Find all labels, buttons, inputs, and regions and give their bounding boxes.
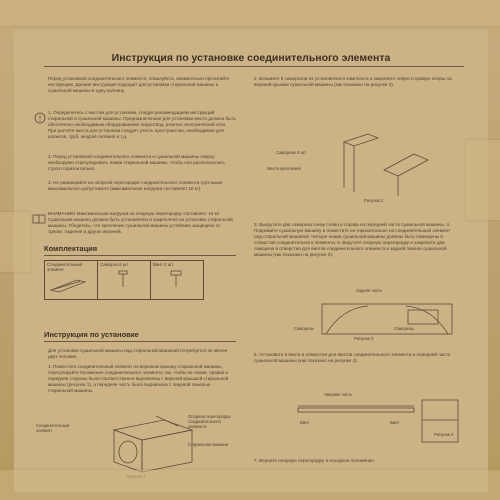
page-title: Инструкция по установке соединительного элемента [111, 52, 391, 64]
warning-3: 3. Не размещайте на опорной перегородке соединительного элемента груз выше максимального допустимого (максимальная нагрузка составляет 10 кг). [48, 180, 223, 192]
fig2-label-screws: Саморезы 6 шт. [276, 150, 307, 155]
fig2-caption: Рисунок 2 [364, 198, 384, 203]
warning-icon [34, 112, 46, 124]
fig4-caption: Рисунок 4 [434, 432, 454, 437]
step-2: 2. Возьмите 6 саморезов из установочного комплекта и закрепите левую и правую опоры на верхней крышке сушильной машины (как показано на рисунке 2). [254, 76, 452, 88]
warning-1: 1. Определитесь с местом для установки, следуя рекомендациям инструкций стиральной и сушильной машины. Предназначенное для установки место должно быть обеспечено необходимым оборудованием: водоотвод, розетка электрической сети. При расчёте места для установки следует учесть пространство, необходимое для шлангов, труб, шнуров питания и т.д. [48, 110, 236, 140]
figure-4-drawing [294, 398, 464, 448]
fig2-label-mount: Место крепления [267, 166, 301, 171]
kit-header: Комплектация [44, 244, 98, 253]
figure-3-drawing [312, 296, 462, 346]
attention-text: ВНИМАНИЕ! Максимальная нагрузка на опорную перегородку составляет 10 кг! Сушильная машина должна быть установлена и закреплена на установке стиральной машины. Убедитесь, что крепление сушильной машины устойчиво защищено от тряски, падения и других явлений. [48, 211, 233, 235]
step-3: 3. Выкрутите два самореза снизу слева и справа на передней части сушильной машины. 4. Поднимите сушильную машину и поместите ее горизонтально на соединительный элемент над стиральной машиной. Четыре ножки сушильной машины должны быть помещены в отверстия соединительного элемента. 5. Вкрутите опорную перегородку и закрепите два самореза в отверстия для винтов соединительного элемента и задней панели сушильной машины (как показано на рисунке 3). [254, 222, 451, 258]
kit-item-bolts: Винт 2 шт. [151, 261, 204, 300]
fig1-label-partition: Опорная перегородка соединительного элемента [188, 414, 231, 429]
instruction-sheet [14, 30, 488, 492]
warning-2: 2. Перед установкой соединительного элемента и сушильной машины сверху необходимо отрегулировать ножки стиральной машины, чтобы она располагалась строго горизонтально. [48, 154, 225, 172]
install-text: Для установки сушильной машины над стиральной машиной потребуется не менее двух человек. [48, 348, 228, 360]
kit-divider [44, 255, 236, 256]
fig1-label-washer: Стиральная машина [188, 442, 229, 447]
fig3-label-left: Саморезы [294, 326, 315, 331]
fig1-label-connector: Соединительный элемент [36, 423, 70, 433]
book-icon [32, 214, 46, 224]
kit-table [44, 260, 204, 300]
tape-bottom [0, 470, 500, 500]
fig4-label-front: Лицевая часть [324, 392, 353, 397]
kit-item-connector: Соединительный элемент [45, 261, 98, 300]
tape-top [0, 0, 500, 26]
fig3-label-right: Саморезы [394, 326, 415, 331]
fig3-label-back: Задняя часть [356, 288, 383, 293]
tape-left [0, 212, 30, 272]
fig3-caption: Рисунок 3 [354, 336, 374, 341]
figure-1-drawing [106, 408, 196, 478]
tape-right [466, 140, 500, 220]
intro-text: Перед установкой соединительного элемента, пожалуйста, внимательно прочитайте инструкцию. Данная инструкция подходит для установки стиральной машины и сушильной машины в одну колонну. [48, 76, 230, 94]
step-1: 1. Поместите соединительный элемент на верхнюю крышку стиральной машины, отрегулируйте положение соединительного элемента так, чтобы ее левая, правая и передняя стороны были соответственно выровнены с верхней крышкой стиральной машины (рисунок 1), а передняя часть была выровнена с лицевой панелью стиральной машины. [48, 364, 229, 394]
kit-item-screws: Саморез 6 шт. [98, 261, 151, 300]
step-6: 6. Установите 2 винта в отверстия для винтов соединительного элемента и передней части сушильной машины (как показано на рисунке 4). [254, 352, 451, 364]
step-7: 7. Верните опорную перегородку в исходное положение. [254, 458, 376, 463]
install-header: Инструкция по установке [44, 330, 139, 339]
fig4-label-right: Винт [390, 420, 400, 425]
figure-2-drawing [334, 130, 434, 200]
fig4-label-left: Винт [300, 420, 310, 425]
install-divider [44, 341, 236, 342]
title-divider [44, 66, 464, 67]
